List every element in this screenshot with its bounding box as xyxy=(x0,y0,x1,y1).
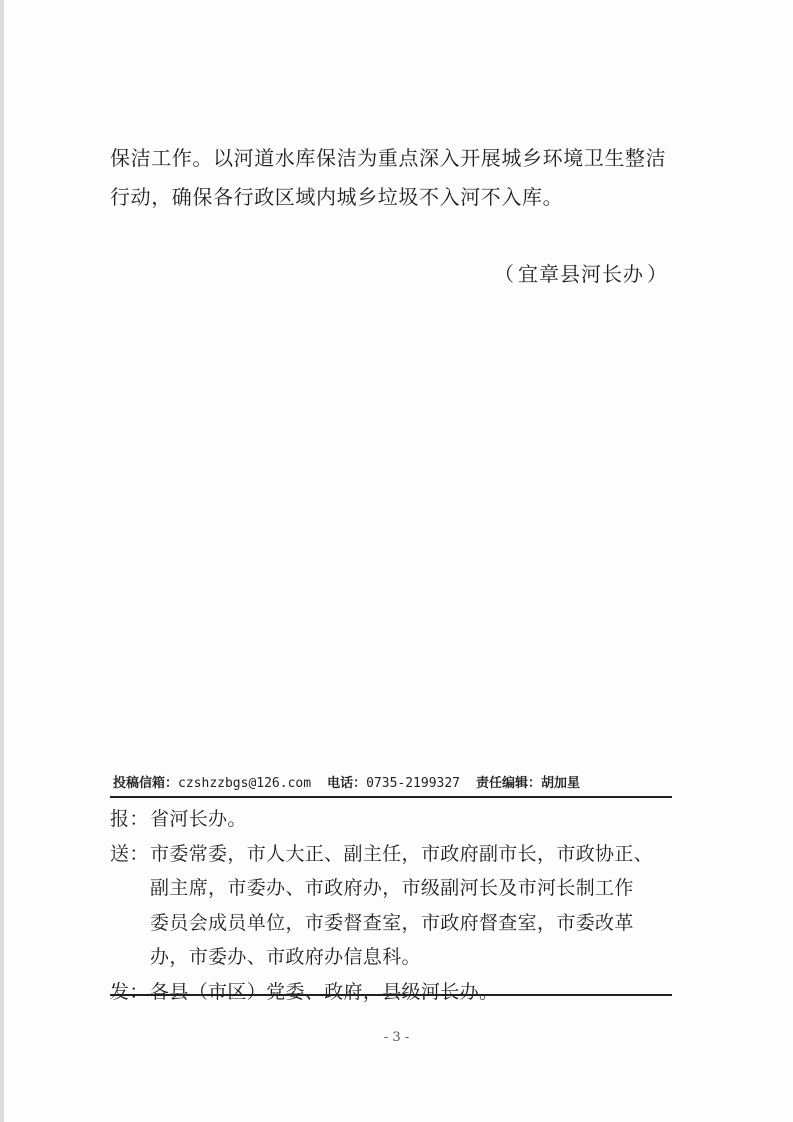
distribution-list xyxy=(110,802,675,1009)
report-label: 报： xyxy=(110,808,149,830)
phone-label: 电话： xyxy=(327,776,367,791)
bottom-divider xyxy=(110,994,672,996)
send-line-4: 办，市委办、市政府办信息科。 xyxy=(150,946,421,968)
signature-open-paren: （ xyxy=(494,262,515,286)
send-line-1: 市委常委，市人大正、副主任，市政府副市长，市政协正、 xyxy=(150,842,654,865)
send-line-2: 副主席，市委办、市政府办，市级副河长及市河长制工作 xyxy=(150,877,634,899)
signature-line xyxy=(494,264,668,284)
contact-bar xyxy=(113,776,580,792)
report-text: 省河长办。 xyxy=(150,808,247,830)
scan-edge-shadow xyxy=(0,0,4,1122)
body-paragraph-line-1: 保洁工作。以河道水库保洁为重点深入开展城乡环境卫生整洁 xyxy=(110,146,667,170)
signature-close-paren: ） xyxy=(647,262,668,286)
page-number: - 3 - xyxy=(383,1030,410,1045)
editor-name: 胡加星 xyxy=(541,776,581,791)
send-label: 送： xyxy=(110,842,149,865)
issue-text: 各县（市区）党委、政府，县级河长办。 xyxy=(150,980,499,1003)
email-label: 投稿信箱： xyxy=(113,776,179,791)
phone-number: 0735-2199327 xyxy=(366,776,461,791)
editor-label: 责任编辑： xyxy=(476,776,542,791)
issue-row xyxy=(110,975,675,1010)
body-paragraph-line-2: 行动，确保各行政区域内城乡垃圾不入河不入库。 xyxy=(110,185,564,209)
issue-label: 发： xyxy=(110,980,149,1003)
signature-issuer: 宜章县河长办 xyxy=(518,262,644,286)
send-row-1 xyxy=(110,837,675,872)
top-divider xyxy=(110,796,672,798)
report-row xyxy=(110,802,675,837)
send-line-3: 委员会成员单位，市委督查室，市政府督查室，市委改革 xyxy=(150,911,634,934)
email-address: czshzzbgs@126.com xyxy=(178,776,312,791)
